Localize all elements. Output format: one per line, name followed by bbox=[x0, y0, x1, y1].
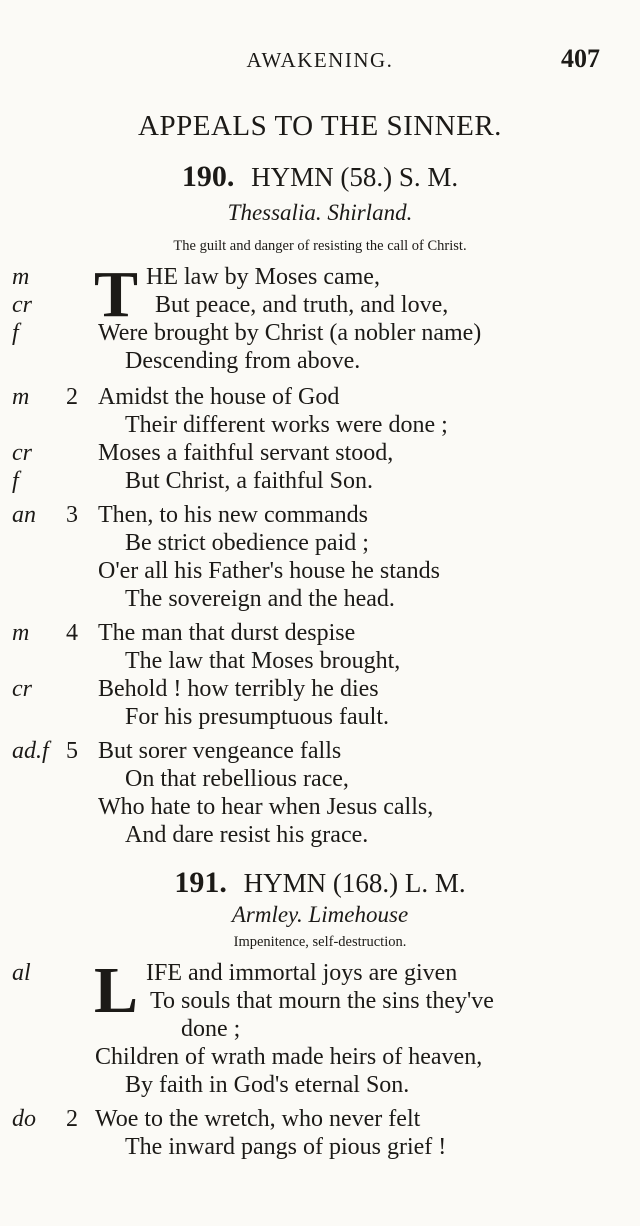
hymn-191-heading bbox=[0, 866, 640, 900]
hymn-line: Descending from above. bbox=[125, 348, 361, 374]
hymn-line: But peace, and truth, and love, bbox=[155, 292, 449, 318]
running-head: AWAKENING. bbox=[246, 48, 394, 72]
hymn-line: Behold ! how terribly he dies bbox=[98, 676, 379, 702]
dynamic-mark: cr bbox=[12, 292, 32, 318]
hymn-line: Woe to the wretch, who never felt bbox=[95, 1106, 421, 1132]
verse-number: 3 bbox=[66, 502, 78, 528]
dynamic-mark: f bbox=[12, 468, 19, 494]
hymn-line: But Christ, a faithful Son. bbox=[125, 468, 373, 494]
verse-number: 2 bbox=[66, 384, 78, 410]
dynamic-mark: cr bbox=[12, 440, 32, 466]
hymn-line: Were brought by Christ (a nobler name) bbox=[98, 320, 482, 346]
hymn-line: Children of wrath made heirs of heaven, bbox=[95, 1044, 483, 1070]
hymn-meter: HYMN (168.) L. M. bbox=[243, 868, 466, 898]
hymn-line: To souls that mourn the sins they've bbox=[150, 988, 494, 1014]
hymn-line: By faith in God's eternal Son. bbox=[125, 1072, 410, 1098]
drop-cap: L bbox=[94, 954, 139, 1027]
dynamic-mark: cr bbox=[12, 676, 32, 702]
hymn-line: On that rebellious race, bbox=[125, 766, 349, 792]
hymn-line: O'er all his Father's house he stands bbox=[98, 558, 440, 584]
hymn-line: Amidst the house of God bbox=[98, 384, 340, 410]
hymn-190-heading bbox=[0, 160, 640, 194]
dynamic-mark: m bbox=[12, 384, 30, 410]
tune-names: Thessalia. Shirland. bbox=[227, 200, 413, 225]
page-number: 407 bbox=[561, 44, 600, 73]
dynamic-mark: do bbox=[12, 1106, 36, 1132]
dynamic-mark: m bbox=[12, 264, 30, 290]
hymn-line: IFE and immortal joys are given bbox=[146, 960, 458, 986]
hymn-line: The inward pangs of pious grief ! bbox=[125, 1134, 447, 1160]
hymn-line: And dare resist his grace. bbox=[125, 822, 369, 848]
tune-names: Armley. Limehouse bbox=[231, 902, 409, 927]
dynamic-mark: an bbox=[12, 502, 36, 528]
hymn-subject: Impenitence, self-destruction. bbox=[233, 934, 407, 950]
hymn-line: The man that durst despise bbox=[98, 620, 356, 646]
hymn-line: But sorer vengeance falls bbox=[98, 738, 342, 764]
hymn-line: Then, to his new commands bbox=[98, 502, 368, 528]
dynamic-mark: ad.f bbox=[12, 738, 49, 764]
section-title: APPEALS TO THE SINNER. bbox=[138, 110, 502, 142]
hymn-subject: The guilt and danger of resisting the call of Christ. bbox=[173, 238, 467, 254]
dynamic-mark: al bbox=[12, 960, 31, 986]
hymn-line: Their different works were done ; bbox=[125, 412, 448, 438]
hymn-line: Moses a faithful servant stood, bbox=[98, 440, 394, 466]
hymn-line: Be strict obedience paid ; bbox=[125, 530, 369, 556]
hymn-line: Who hate to hear when Jesus calls, bbox=[98, 794, 434, 820]
dynamic-mark: f bbox=[12, 320, 19, 346]
dynamic-mark: m bbox=[12, 620, 30, 646]
hymn-number: 190. bbox=[181, 160, 235, 193]
hymn-line: The law that Moses brought, bbox=[125, 648, 401, 674]
drop-cap: T bbox=[94, 258, 139, 331]
hymn-line: HE law by Moses came, bbox=[146, 264, 380, 290]
hymn-meter: HYMN (58.) S. M. bbox=[251, 162, 459, 192]
hymn-line: The sovereign and the head. bbox=[125, 586, 395, 612]
verse-number: 4 bbox=[66, 620, 78, 646]
verse-number: 5 bbox=[66, 738, 78, 764]
verse-number: 2 bbox=[66, 1106, 78, 1132]
hymn-number: 191. bbox=[174, 866, 227, 899]
hymn-line: done ; bbox=[181, 1016, 241, 1042]
hymn-line: For his presumptuous fault. bbox=[125, 704, 389, 730]
